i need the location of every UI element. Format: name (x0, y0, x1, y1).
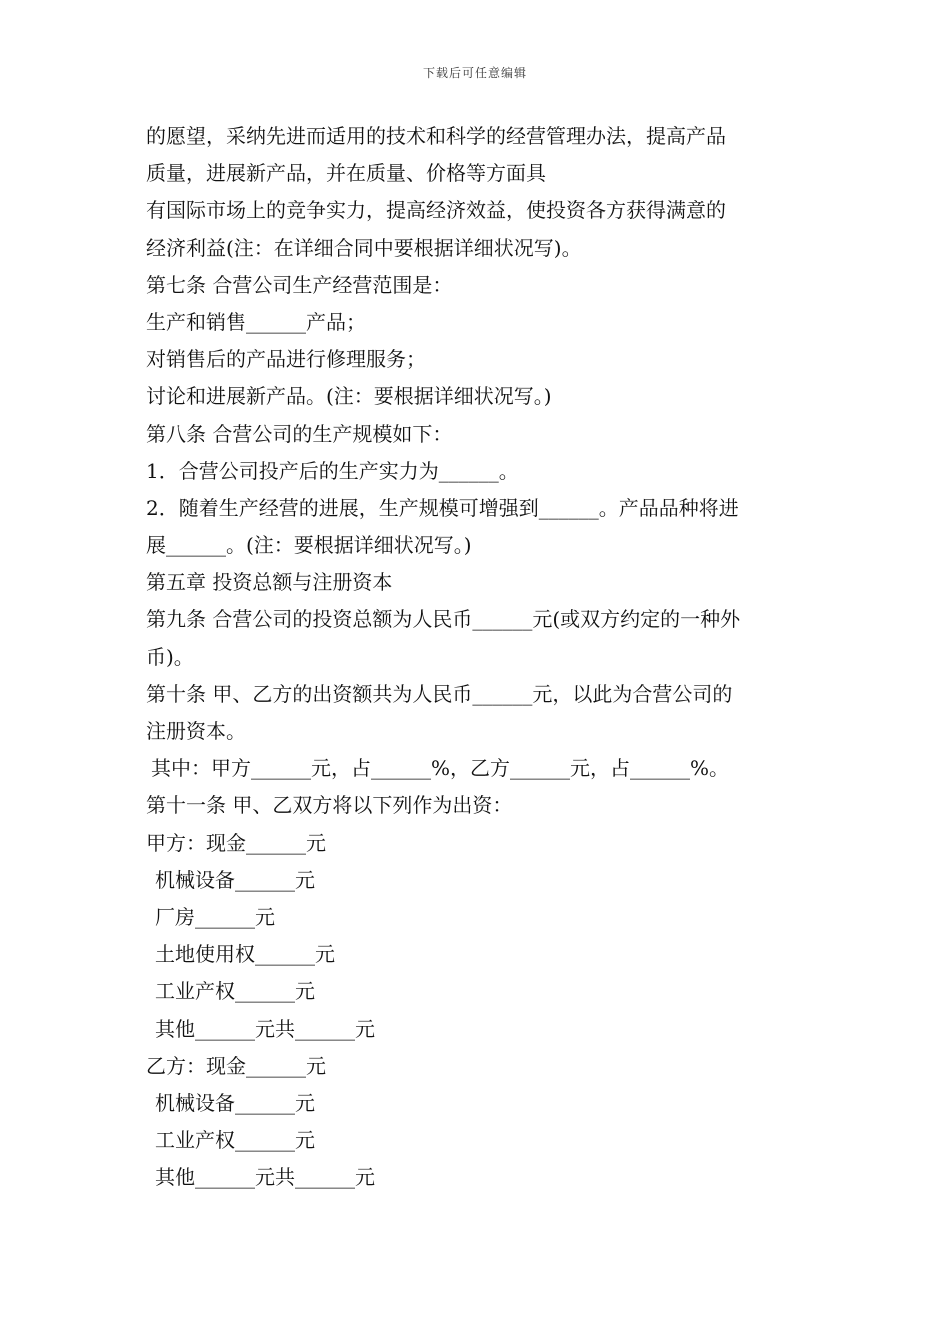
paragraph-line: 注册资本。 (146, 719, 246, 743)
list-item: 机械设备______元 (155, 867, 315, 892)
article-11-heading: 第十一条 甲、乙双方将以下列作为出资： (146, 793, 513, 818)
list-item: 机械设备______元 (155, 1090, 315, 1115)
document-body (146, 118, 810, 1196)
paragraph-line: 其中：甲方______元，占______%，乙方______元，占______%。 (151, 756, 730, 781)
list-item: 工业产权______元 (155, 979, 315, 1004)
paragraph-line: 的愿望，采纳先进而适用的技术和科学的经营管理办法，提高产品 (146, 124, 726, 148)
paragraph-line: 对销售后的产品进行修理服务； (146, 347, 426, 372)
party-b-contribution: 乙方：现金______元 (146, 1053, 326, 1078)
article-9-heading: 第九条 合营公司的投资总额为人民币______元(或双方约定的一种外 (146, 607, 741, 632)
paragraph-line: 生产和销售______产品； (146, 309, 366, 334)
list-item: 2．随着生产经营的进展，生产规模可增强到______。产品品种将进 (146, 495, 739, 520)
paragraph-line: 经济利益(注：在详细合同中要根据详细状况写)。 (146, 235, 582, 260)
paragraph-line: 展______。(注：要根据详细状况写。) (146, 533, 472, 558)
list-item: 其他______元共______元 (155, 1016, 375, 1041)
paragraph-line: 有国际市场上的竞争实力，提高经济效益，使投资各方获得满意的 (146, 198, 726, 223)
list-item: 1．合营公司投产后的生产实力为______。 (146, 458, 519, 483)
paragraph-line: 讨论和进展新产品。(注：要根据详细状况写。) (146, 384, 552, 409)
paragraph-line: 币)。 (146, 644, 194, 669)
article-7-heading: 第七条 合营公司生产经营范围是： (146, 272, 453, 297)
list-item: 工业产权______元 (155, 1128, 315, 1153)
party-a-contribution: 甲方：现金______元 (146, 830, 326, 855)
list-item: 土地使用权______元 (155, 942, 335, 967)
page-header-note: 下载后可任意编辑 (422, 66, 527, 80)
article-10-heading: 第十条 甲、乙方的出资额共为人民币______元，以此为合营公司的 (146, 681, 733, 706)
chapter-5-heading: 第五章 投资总额与注册资本 (146, 570, 393, 595)
list-item: 其他______元共______元 (155, 1165, 375, 1190)
article-8-heading: 第八条 合营公司的生产规模如下： (146, 421, 453, 446)
list-item: 厂房______元 (155, 904, 275, 929)
paragraph-line: 质量，进展新产品，并在质量、价格等方面具 (146, 161, 546, 186)
